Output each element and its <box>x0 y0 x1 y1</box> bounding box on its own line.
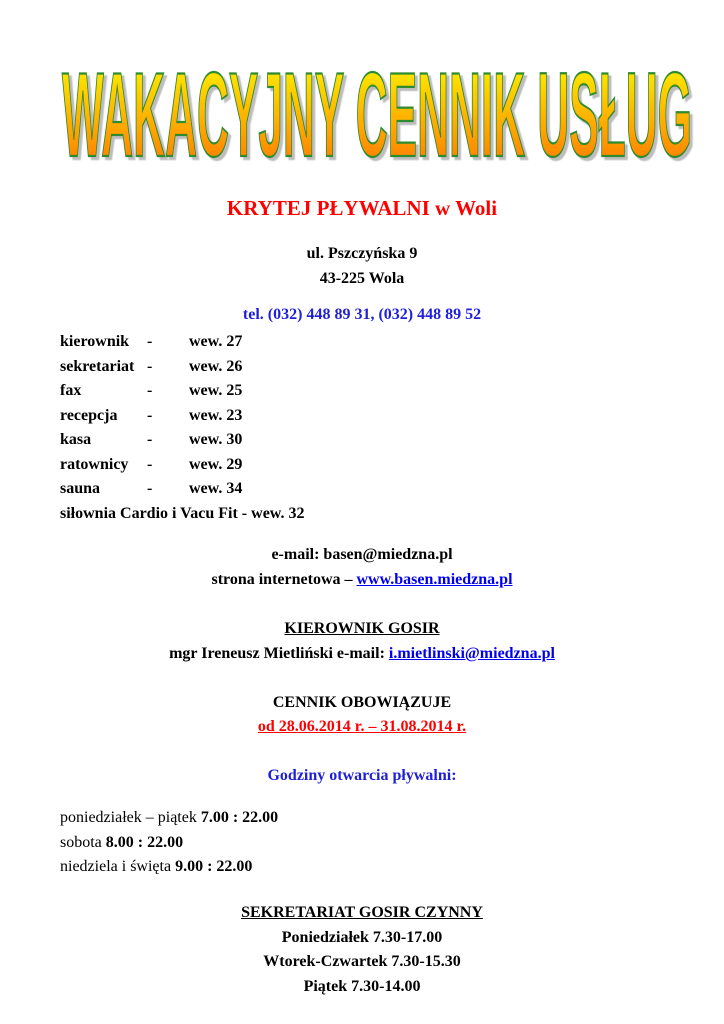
pricing-heading: CENNIK OBOWIĄZUJE <box>272 694 452 711</box>
gym-extension-line: siłownia Cardio i Vacu Fit - wew. 32 <box>60 504 305 522</box>
extension-label: sekretariat <box>60 357 135 375</box>
manager-line <box>0 645 724 663</box>
extension-value: wew. 23 <box>189 406 243 424</box>
opening-hours-heading: Godziny otwarcia pływalni: <box>267 767 457 784</box>
extension-label: fax <box>60 382 82 399</box>
opening-hours-row <box>60 855 278 880</box>
extension-dash: - <box>147 455 153 473</box>
secretariat-hours-row: Piątek 7.30-14.00 <box>303 978 421 995</box>
opening-hours-list <box>60 806 278 880</box>
extension-value: wew. 30 <box>189 431 243 448</box>
title-wordart <box>52 38 702 188</box>
banner-title: WAKACYJNY CENNIK USŁUG <box>62 48 692 182</box>
extension-value: wew. 29 <box>189 455 243 473</box>
email-line: e-mail: basen@miedzna.pl <box>271 546 453 563</box>
secretariat-heading: SEKRETARIAT GOSIR CZYNNY <box>241 904 483 921</box>
opening-hours-row <box>60 831 278 856</box>
title-banner <box>52 38 702 188</box>
extension-dash: - <box>147 480 153 497</box>
website-line <box>0 571 724 589</box>
manager-name: mgr Ireneusz Mietliński e-mail: <box>169 645 389 662</box>
opening-day: sobota <box>60 833 106 851</box>
extension-label: kierownik <box>60 333 130 350</box>
extension-value: wew. 26 <box>189 357 243 375</box>
facility-phone: tel. (032) 448 89 31, (032) 448 89 52 <box>242 306 482 323</box>
extension-value: wew. 27 <box>189 333 243 350</box>
extension-label: sauna <box>60 480 101 497</box>
opening-day: niedziela i święta <box>60 858 176 875</box>
website-label: strona internetowa – <box>211 571 357 588</box>
extension-label: kasa <box>60 431 92 448</box>
extension-dash: - <box>147 406 153 424</box>
extension-value: wew. 34 <box>189 480 243 497</box>
pricing-period: od 28.06.2014 r. – 31.08.2014 r. <box>257 718 467 735</box>
manager-heading: KIEROWNIK GOSIR <box>284 620 440 637</box>
manager-email-link[interactable]: i.mietlinski@miedzna.pl <box>388 645 555 662</box>
extension-dash: - <box>147 333 153 350</box>
website-link[interactable]: www.basen.miedzna.pl <box>356 571 513 588</box>
facility-street: ul. Pszczyńska 9 <box>306 245 418 262</box>
facility-name: KRYTEJ PŁYWALNI w Woli <box>226 196 498 220</box>
opening-time: 7.00 : 22.00 <box>200 809 279 826</box>
extension-dash: - <box>147 357 153 375</box>
extension-value: wew. 25 <box>189 382 243 399</box>
opening-time: 8.00 : 22.00 <box>105 833 184 851</box>
secretariat-hours-row: Wtorek-Czwartek 7.30-15.30 <box>263 953 461 970</box>
extension-dash: - <box>147 431 153 448</box>
opening-time: 9.00 : 22.00 <box>175 858 253 875</box>
opening-hours-row <box>60 806 278 831</box>
extension-label: ratownicy <box>60 455 129 473</box>
extension-dash: - <box>147 382 153 399</box>
extension-label: recepcja <box>60 406 118 424</box>
facility-postal: 43-225 Wola <box>319 270 405 287</box>
secretariat-hours-row: Poniedziałek 7.30-17.00 <box>281 929 443 946</box>
opening-day: poniedziałek – piątek <box>60 809 201 826</box>
